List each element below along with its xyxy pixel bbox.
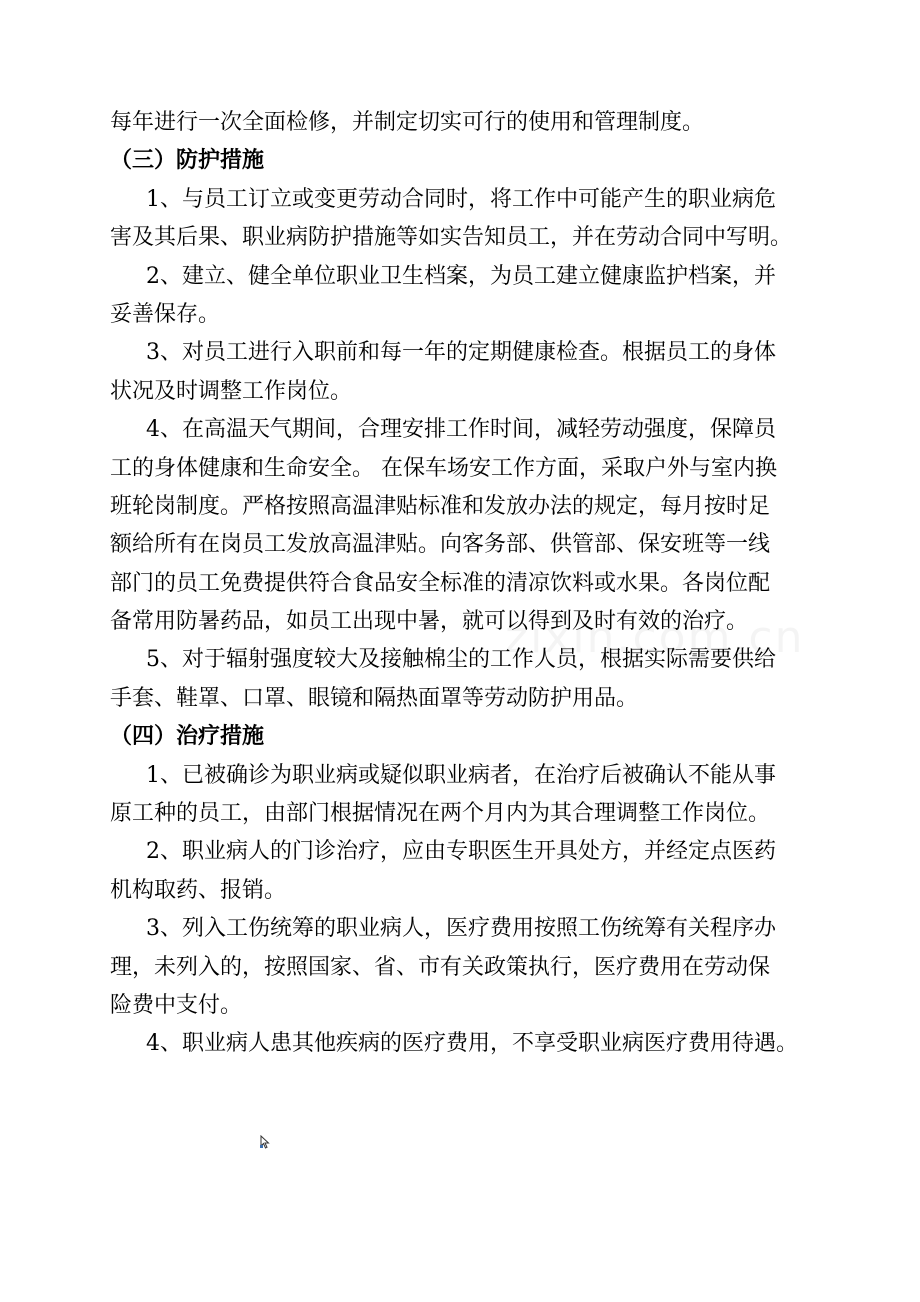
paragraph-line: 工的身体健康和生命安全。 在保车场安工作方面，采取户外与室内换 (110, 455, 777, 481)
paragraph-line: 4、职业病人患其他疾病的医疗费用，不享受职业病医疗费用待遇。 (146, 1031, 798, 1057)
paragraph-line: 2、职业病人的门诊治疗，应由专职医生开具处方，并经定点医药 (146, 839, 776, 865)
paragraph-line: 4、在高温天气期间，合理安排工作时间，减轻劳动强度，保障员 (146, 417, 776, 443)
paragraph-line: 3、列入工伤统筹的职业病人，医疗费用按照工伤统筹有关程序办 (146, 916, 776, 942)
cursor-mark-icon (259, 1134, 271, 1148)
paragraph-line: 部门的员工免费提供符合食品安全标准的清凉饮料或水果。各岗位配 (110, 570, 771, 596)
paragraph-line: 原工种的员工，由部门根据情况在两个月内为其合理调整工作岗位。 (110, 801, 771, 827)
paragraph-line: 害及其后果、职业病防护措施等如实告知员工，并在劳动合同中写明。 (110, 225, 793, 251)
paragraph-line: 机构取药、报销。 (110, 877, 287, 903)
paragraph-line: 手套、鞋罩、口罩、眼镜和隔热面罩等劳动防护用品。 (110, 685, 639, 711)
paragraph-line: 3、对员工进行入职前和每一年的定期健康检查。根据员工的身体 (146, 340, 776, 366)
paragraph-line: 每年进行一次全面检修，并制定切实可行的使用和管理制度。 (110, 110, 705, 135)
section-heading-protection: （三）防护措施 (110, 148, 265, 174)
paragraph-line: 2、建立、健全单位职业卫生档案，为员工建立健康监护档案，并 (146, 263, 776, 289)
paragraph-line: 险费中支付。 (110, 992, 243, 1018)
paragraph-line: 5、对于辐射强度较大及接触棉尘的工作人员，根据实际需要供给 (146, 647, 776, 673)
paragraph-line: 班轮岗制度。严格按照高温津贴标准和发放办法的规定，每月按时足 (110, 493, 771, 519)
paragraph-line: 1、与员工订立或变更劳动合同时，将工作中可能产生的职业病危 (146, 186, 776, 212)
document-body (110, 104, 812, 1064)
paragraph-line: 备常用防暑药品，如员工出现中暑，就可以得到及时有效的治疗。 (110, 609, 749, 635)
watermark-text (505, 612, 805, 663)
paragraph-line: 妥善保存。 (110, 301, 221, 327)
paragraph-line: 理，未列入的，按照国家、省、市有关政策执行，医疗费用在劳动保 (110, 954, 771, 980)
paragraph-line: 额给所有在岗员工发放高温津贴。向客务部、供管部、保安班等一线 (110, 532, 771, 558)
paragraph-line: 1、已被确诊为职业病或疑似职业病者，在治疗后被确认不能从事 (146, 762, 776, 788)
paragraph-line: 状况及时调整工作岗位。 (110, 378, 353, 404)
section-heading-treatment: （四）治疗措施 (110, 724, 265, 750)
